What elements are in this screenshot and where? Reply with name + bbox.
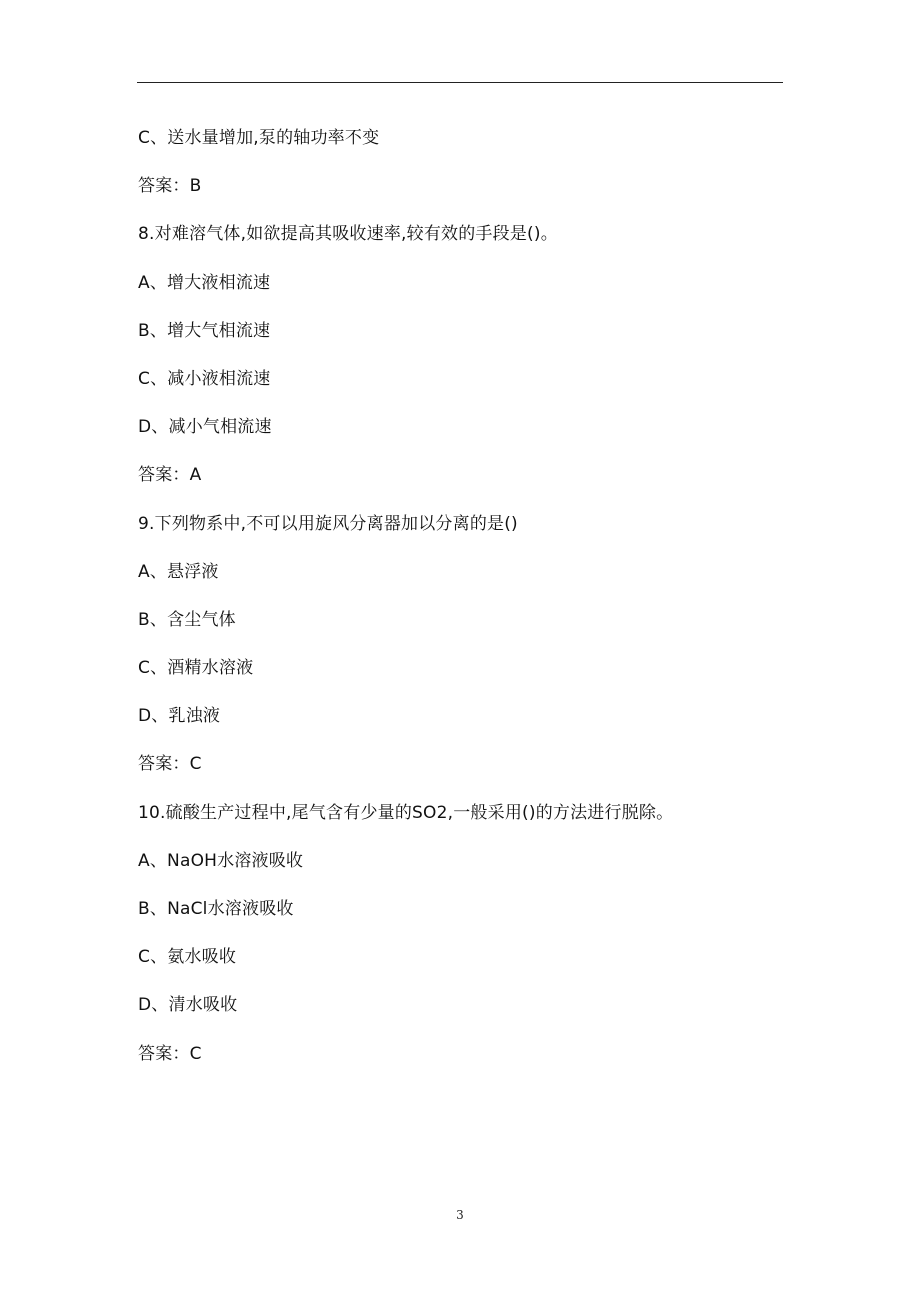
answer-q9: 答案：C xyxy=(138,754,202,775)
answer-q8: 答案：A xyxy=(138,465,202,486)
option-c-q8: C、减小液相流速 xyxy=(138,368,271,389)
option-a-q10: A、NaOH水溶液吸收 xyxy=(138,850,304,871)
option-b-q8: B、增大气相流速 xyxy=(138,320,271,341)
option-a-q8: A、增大液相流速 xyxy=(138,272,271,293)
option-a-q9: A、悬浮液 xyxy=(138,561,219,582)
option-c-q9: C、酒精水溶液 xyxy=(138,658,254,679)
header-rule xyxy=(137,82,783,83)
option-c-q10: C、氨水吸收 xyxy=(138,947,237,968)
option-b-q10: B、NaCl水溶液吸收 xyxy=(138,899,294,919)
question-content xyxy=(138,114,778,1078)
question-10: 10.硫酸生产过程中,尾气含有少量的SO2,一般采用()的方法进行脱除。 xyxy=(138,802,674,823)
page-number: 3 xyxy=(456,1208,464,1222)
option-c-q7: C、送水量增加,泵的轴功率不变 xyxy=(138,128,380,148)
answer-q10: 答案：C xyxy=(138,1043,202,1064)
question-9: 9.下列物系中,不可以用旋风分离器加以分离的是() xyxy=(138,513,518,534)
option-d-q10: D、清水吸收 xyxy=(138,995,238,1016)
option-d-q8: D、减小气相流速 xyxy=(138,417,272,438)
answer-q7: 答案：B xyxy=(138,176,202,197)
option-d-q9: D、乳浊液 xyxy=(138,706,221,727)
question-8: 8.对难溶气体,如欲提高其吸收速率,较有效的手段是()。 xyxy=(138,224,558,245)
option-b-q9: B、含尘气体 xyxy=(138,609,236,630)
